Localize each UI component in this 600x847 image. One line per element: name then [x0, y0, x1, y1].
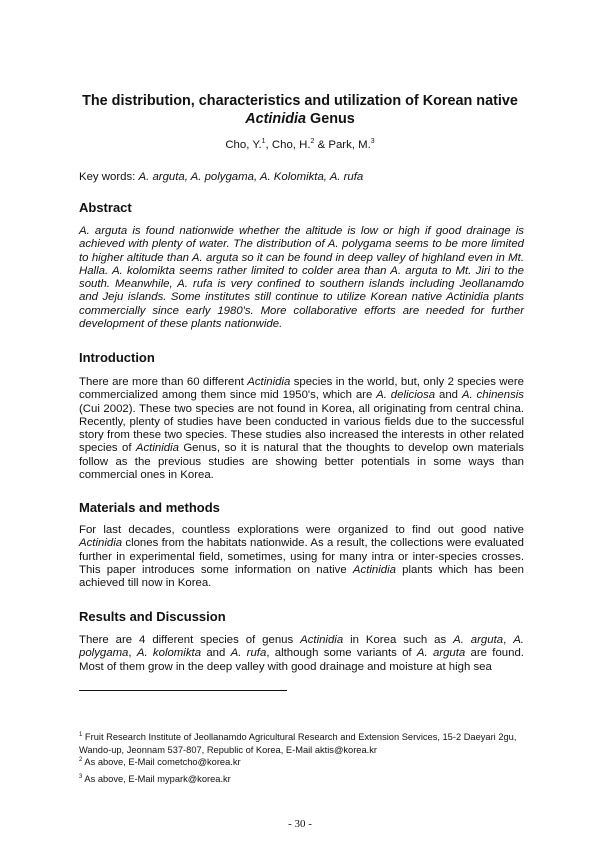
materials-text: For last decades, countless explorations were organized to find out good native Actinidia clones from the habitats nationwide. As a result, the collections were evaluated further in experimental field, sometimes, using for many intra or inter-species crosses. This paper introduces some information on native Actinidia plants which has been achieved till now in Korea. [79, 524, 525, 590]
author-separator: & [314, 138, 329, 151]
footnote-text: As above, E-Mail cometcho@korea.kr [82, 757, 241, 768]
title-line-1: The distribution, characteristics and utilization of Korean native [82, 93, 518, 109]
introduction-text: There are more than 60 different Actinidia species in the world, but, only 2 species were commercialized among them since mid 1950's, which are A. deliciosa and A. chinensis (Cui 2002). These two species are not found in Korea, all originating from central china. Recently, plenty of studies have been conducted in various fields due to the successful story from these two species. These studies also increased the interests in other related species of Actinidia Genus, so it is natural that the thoughts to develop own materials follow as the previous studies are showing better potentials in some ways than commercial ones in Korea. [79, 376, 524, 482]
footnote [79, 771, 524, 786]
footnote-divider [79, 690, 287, 691]
paper-title [70, 92, 530, 128]
author-affiliation-mark: 2 [310, 138, 315, 145]
results-text: There are 4 different species of genus Actinidia in Korea such as A. arguta, A. polygama, A. kolomikta and A. rufa, although some variants of A. arguta are found. Most of them grow in the deep valley with good drainage and moisture at high sea [79, 634, 524, 673]
footnote [79, 729, 524, 756]
footnote-mark: 2 [79, 757, 83, 763]
footnote-text: Fruit Research Institute of Jeollanamdo Agricultural Research and Extension Services, 15-2 Daeyari 2gu, Wando-up, Jeonnam 537-807, Republic of Korea, E-Mail aktis@korea.kr [79, 732, 517, 755]
keywords-label: Key words: [79, 171, 139, 183]
author-separator: , [265, 138, 272, 151]
page-number: - 30 - [288, 818, 312, 830]
footnote-mark: 3 [79, 774, 83, 780]
keywords-terms: A. arguta, A. polygama, A. Kolomikta, A. rufa [138, 171, 364, 183]
results-heading: Results and Discussion [79, 609, 226, 624]
abstract-heading: Abstract [79, 200, 132, 215]
keywords [79, 171, 524, 183]
materials-heading: Materials and methods [79, 500, 220, 515]
footnote-mark: 1 [79, 732, 83, 738]
title-line-2-rest: Genus [306, 111, 355, 127]
abstract-text: A. arguta is found nationwide whether the altitude is low or high if good drainage is achieved with plenty of water. The distribution of A. polygama seems to be more limited to higher altitude than A. arguta so it can be found in deep valley of highland even in Mt. Halla. A. kolomikta seems rather limited to colder area than A. arguta to Mt. Jiri to the south. Meanwhile, A. rufa is very confined to southern islands including Jeollanamdo and Jeju islands. Some institutes still continue to utilize Korean native Actinidia plants commercially since early 1980's. More collaborative efforts are needed for further development of these plants nationwide. [79, 225, 524, 331]
author-name: Cho, H. [271, 138, 311, 151]
author-name: Park, M. [328, 138, 371, 151]
introduction-heading: Introduction [79, 350, 155, 365]
author-affiliation-mark: 1 [261, 138, 266, 145]
author-list [0, 138, 600, 151]
title-genus: Actinidia [245, 111, 306, 127]
footnote [79, 754, 524, 769]
author-name: Cho, Y. [225, 138, 262, 151]
footnote-text: As above, E-Mail mypark@korea.kr [82, 774, 231, 785]
author-affiliation-mark: 3 [370, 138, 375, 145]
